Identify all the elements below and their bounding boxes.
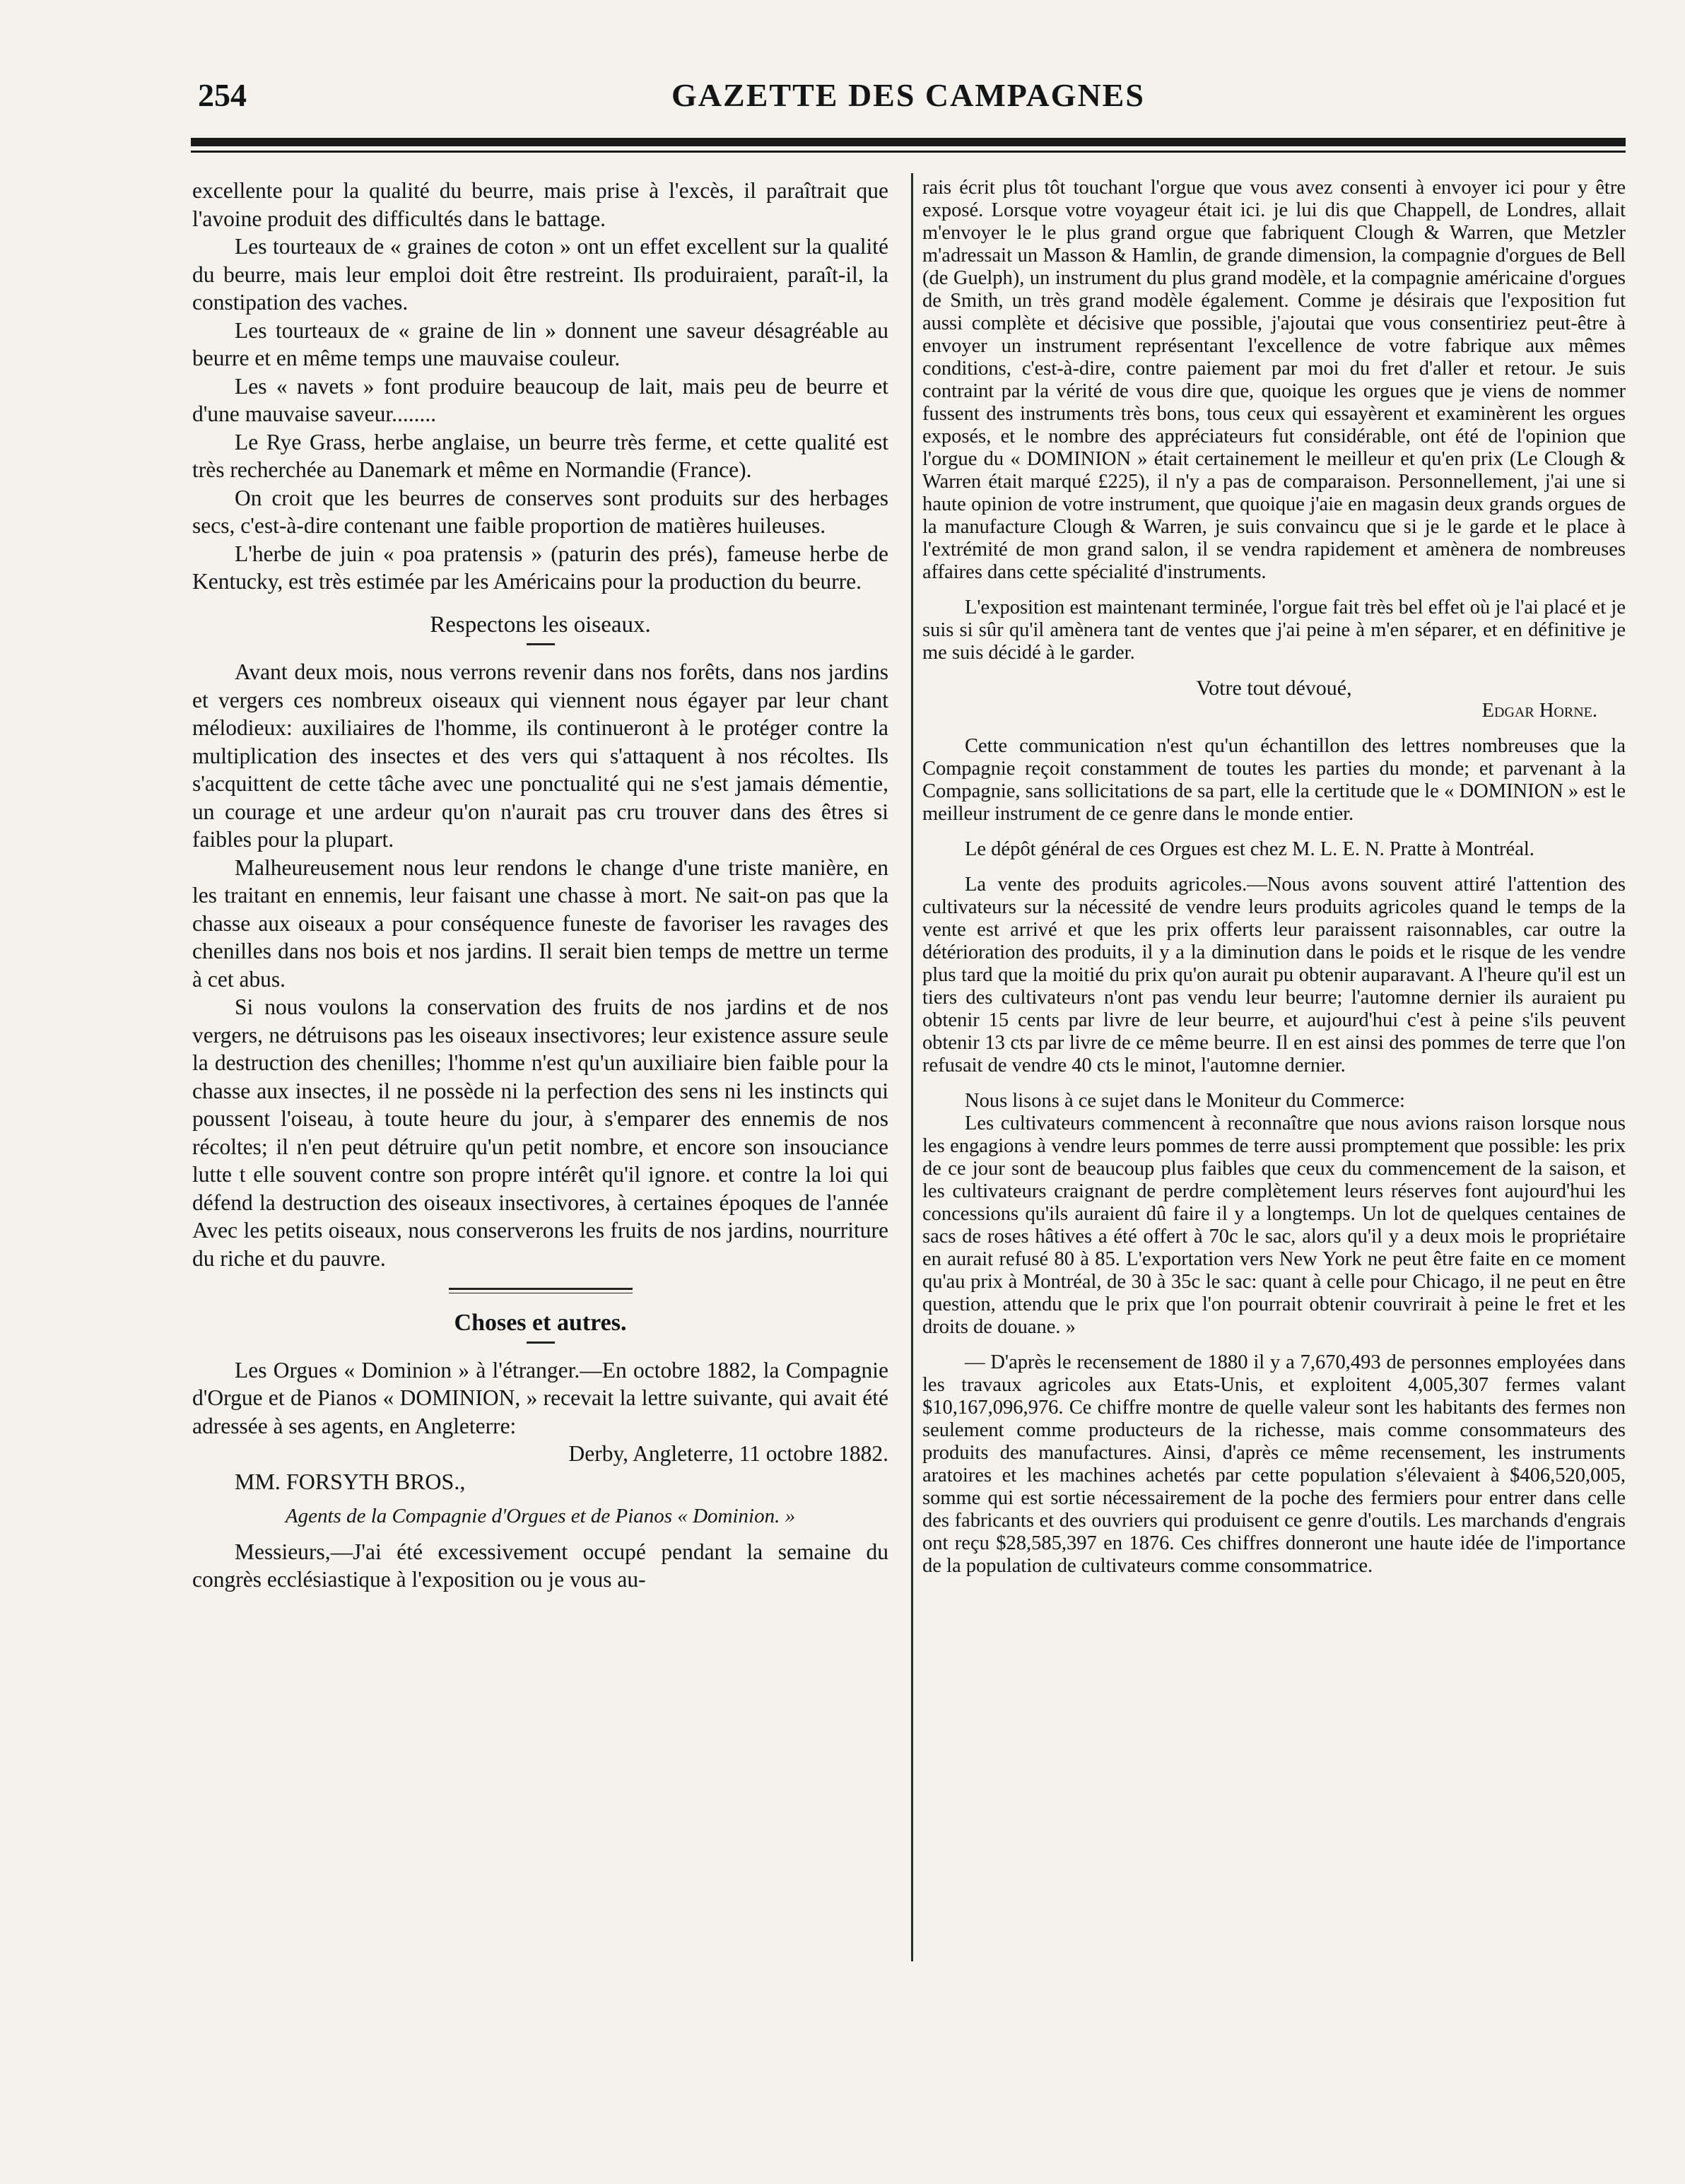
paragraph: excellente pour la qualité du beurre, mais prise à l'excès, il paraîtrait que l'avoine produit des difficultés dans le battage. xyxy=(192,178,888,231)
paragraph: Le Rye Grass, herbe anglaise, un beurre très ferme, et cette qualité est très recherchée au Danemark et même en Normandie (France). xyxy=(192,429,888,482)
paragraph: Cette communication n'est qu'un échantillon des lettres nombreuses que la Compagnie reçoit constamment de toutes les parties du monde; et parvenant à la Compagnie, sans sollicitations de sa part, elle la certitude que le « DOMINION » est le meilleur instrument de ce genre dans le monde entier. xyxy=(922,735,1626,825)
right-column xyxy=(922,177,1626,1578)
paragraph: Malheureusement nous leur rendons le change d'une triste manière, en les traitant en ennemis, leur faisant une chasse à mort. Ne sait-on pas que la chasse aux oiseaux a pour conséquence funeste de favoriser les ravages des chenilles dans nos bois et nos jardins. Il serait bien temps de mettre un terme à cet abus. xyxy=(192,855,888,992)
header-rule-thick xyxy=(191,138,1626,146)
paragraph: On croit que les beurres de conserves sont produits sur des herbages secs, c'est-à-dire contenant une faible proportion de matières huileuses. xyxy=(192,485,888,538)
letter-agents-line: Agents de la Compagnie d'Orgues et de Pianos « Dominion. » xyxy=(285,1505,796,1527)
column-divider xyxy=(911,173,913,1961)
paragraph: L'herbe de juin « poa pratensis » (paturin des prés), fameuse herbe de Kentucky, est très estimée par les Américains pour la production du beurre. xyxy=(192,541,888,594)
paragraph: Si nous voulons la conservation des fruits de nos jardins et de nos vergers, ne détruisons pas les oiseaux insectivores; leur existence assure seule la destruction des chenilles; l'homme n'est qu'un auxiliaire bien faible pour la chasse aux insectes, il ne possède ni la perfection des sens ni les instincts qui poussent l'oiseau, à toute heure du jour, à s'emparer des ennemis de nos récoltes; il n'en peut détruire qu'un petit nombre, et encore son insouciance lutte t elle souvent contre son propre intérêt qu'il ignore. et contre la loi qui défend la destruction des oiseaux insectivores, à certaines époques de l'année Avec les petits oiseaux, nous conserverons les fruits de nos jardins, nourriture du riche et du pauvre. xyxy=(192,994,888,1271)
section-title-choses: Choses et autres. xyxy=(454,1310,627,1336)
paragraph: Les Orgues « Dominion » à l'étranger.—En octobre 1882, la Compagnie d'Orgue et de Pianos « DOMINION, » recevait la lettre suivante, qui avait été adressée à ses agents, en Angleterre: xyxy=(192,1357,888,1438)
paragraph: rais écrit plus tôt touchant l'orgue que vous avez consenti à envoyer ici pour y être exposé. Lorsque votre voyageur était ici. je lui dis que Chappell, de Londres, allait m'envoyer le le plus grand orgue que fabriquent Clough & Warren, que Metzler m'adressait un Masson & Hamlin, de grande dimension, la compagnie d'orgues de Bell (de Guelph), un instrument du plus grand modèle, et la compagnie américaine d'orgues de Smith, un très grand modèle également. Comme je désirais que l'exposition fut aussi complète et décisive que possible, j'ajoutai que vous consentiriez peut-être à envoyer un instrument représentant l'excellence de votre fabrique aux mêmes conditions, c'est-à-dire, contre paiement par moi du fret d'aller et retour. Je suis contraint par la vérité de vous dire que, quoique les orgues que je viens de nommer fussent des instruments très bons, tous ceux qui essayèrent et examinèrent les orgues exposés, et le nombre des appréciateurs fut considérable, ont été de l'opinion que l'orgue du « DOMINION » était certainement le meilleur et qu'en prix (Le Clough & Warren était marqué £225), il n'y a pas de comparaison. Personnellement, j'ai une si haute opinion de votre instrument, que quoique j'aie en magasin deux grands orgues de la manufacture Clough & Warren, je suis convaincu que si je le garde et le place à l'extrémité de mon grand salon, il se vendra rapidement et amènera de nombreuses affaires dans cette spécialité d'instruments. xyxy=(922,177,1626,583)
page-number: 254 xyxy=(198,77,247,113)
header-rule-thin xyxy=(191,151,1626,153)
paragraph: Les tourteaux de « graines de coton » ont un effet excellent sur la qualité du beurre, mais leur emploi doit être restreint. Ils produiraient, paraît-il, la constipation des vaches. xyxy=(192,234,888,315)
section-rule xyxy=(527,1341,555,1344)
section-title-oiseaux: Respectons les oiseaux. xyxy=(430,611,651,638)
page-title: GAZETTE DES CAMPAGNES xyxy=(671,77,1145,113)
letter-signature: Edgar Horne. xyxy=(1481,700,1597,722)
paragraph: Les tourteaux de « graine de lin » donnent une saveur désagréable au beurre et en même temps une mauvaise couleur. xyxy=(192,317,888,370)
paragraph: L'exposition est maintenant terminée, l'orgue fait très bel effet où je l'ai placé et je suis si sûr qu'il amènera tant de ventes que j'ai peine à m'en séparer, et en définitive je me suis décidé à le garder. xyxy=(922,597,1626,664)
paragraph: La vente des produits agricoles.—Nous avons souvent attiré l'attention des cultivateurs sur la nécessité de vendre leurs produits agricoles quand le temps de la vente est arrivé et que les prix offerts leur paraissent raisonnables, car outre la détérioration des produits, il y a la diminution dans le poids et le risque de les vendre plus tard que la moitié du prix qu'on aurait pu obtenir auparavant. A l'heure qu'il est un tiers des cultivateurs n'ont pas vendu leur beurre; l'automne dernier ils auraient pu obtenir 15 cents par livre de leur beurre, et aujourd'hui c'est à peine s'ils peuvent obtenir 13 cts par livre de ce même beurre. Il en est ainsi des pommes de terre que l'on refusait de vendre 40 cts le minot, l'automne dernier. xyxy=(922,874,1626,1076)
paragraph: Les « navets » font produire beaucoup de lait, mais peu de beurre et d'une mauvaise saveur........ xyxy=(192,373,888,426)
paragraph: — D'après le recensement de 1880 il y a 7,670,493 de personnes employées dans les travaux agricoles aux Etats-Unis, et exploitent 4,005,307 fermes valant $10,167,096,976. Ce chiffre montre de quelle valeur sont les habitants des fermes non seulement comme producteurs de la richesse, mais comme consommateurs des produits des manufactures. Ainsi, d'après ce même recensement, les instruments aratoires et les machines achetés par cette population s'élevaient à $406,520,005, somme qui est sortie nécessairement de la poche des fermiers pour entrer dans celle des fabricants et des ouvriers qui produisent ce genre d'outils. Les marchands d'engrais ont reçu $28,585,397 en 1876. Ces chiffres donneront une haute idée de l'importance de la population de cultivateurs comme consommatrice. xyxy=(922,1351,1626,1577)
paragraph: Nous lisons à ce sujet dans le Moniteur du Commerce: xyxy=(965,1090,1405,1112)
paragraph: Avant deux mois, nous verrons revenir dans nos forêts, dans nos jardins et vergers ces nombreux oiseaux qui viennent nous égayer par leur chant mélodieux: auxiliaires de l'homme, ils continueront à le protéger contre la multiplication des insectes et des vers qui s'attaquent à nos récoltes. Ils s'acquittent de cette tâche avec une ponctualité qui ne s'est jamais démentie, un courage et une ardeur qu'on n'aurait pas cru trouver dans des êtres si faibles pour la plupart. xyxy=(192,659,888,852)
section-rule xyxy=(527,643,555,645)
letter-place-date: Derby, Angleterre, 11 octobre 1882. xyxy=(568,1441,888,1466)
section-separator xyxy=(449,1288,633,1293)
letter-closing: Votre tout dévoué, xyxy=(1196,676,1352,700)
paragraph: Le dépôt général de ces Orgues est chez M. L. E. N. Pratte à Montréal. xyxy=(965,838,1534,860)
paragraph: Les cultivateurs commencent à reconnaître que nous avions raison lorsque nous les engagions à vendre leurs pommes de terre aussi promptement que possible: les prix de ce jour sont de beaucoup plus faibles que ceux du commencement de la saison, et les cultivateurs craignant de perdre complètement leurs réserves font aujourd'hui les concessions qu'ils auraient dû faire il y a longtemps. Un lot de quelques centaines de sacs de roses hâtives a été offert à 70c le sac, alors qu'il y a deux mois le propriétaire en aurait refusé 80 à 85. L'exportation vers New York ne peut être faite en ce moment qu'au prix à Montréal, de 30 à 35c le sac: quant à celle pour Chicago, il ne peut en être question, attendu que le prix que l'on pourrait obtenir couvrirait à peine le fret et les droits de douane. » xyxy=(922,1112,1626,1338)
paragraph: Messieurs,—J'ai été excessivement occupé pendant la semaine du congrès ecclésiastique à l'exposition ou je vous au- xyxy=(192,1539,888,1592)
letter-addressee: MM. FORSYTH BROS., xyxy=(235,1468,466,1494)
page-header xyxy=(191,71,1626,120)
left-column xyxy=(192,177,888,1594)
